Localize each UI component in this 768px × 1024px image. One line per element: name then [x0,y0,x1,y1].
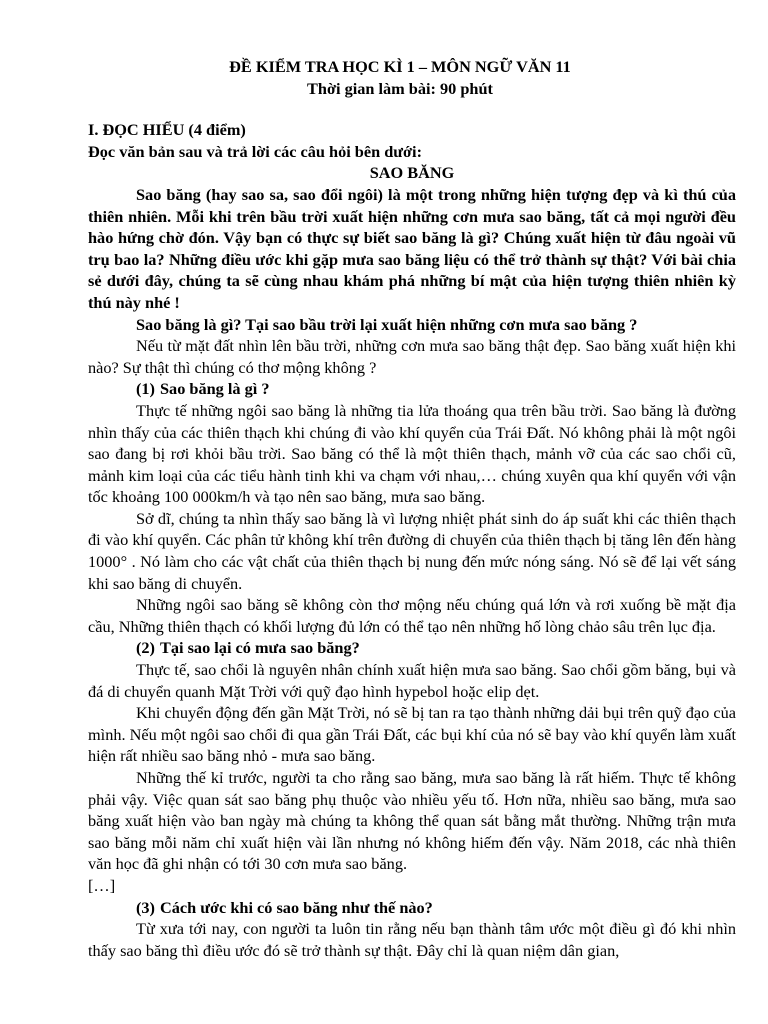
part3-paragraph: Từ xưa tới nay, con người ta luôn tin rằng nếu bạn thành tâm ước một điều gì đó khi nhìn thấy sao băng thì điều ước đó sẽ trở thành sự thật. Đây chỉ là quan niệm dân gian, [88,919,736,960]
part2-heading [88,637,736,659]
part1-paragraph: Sở dĩ, chúng ta nhìn thấy sao băng là vì lượng nhiệt phát sinh do áp suất khi các thiên thạch đi vào khí quyển. Các phân tử không khí trên đường di chuyển của thiên thạch bị tăng lên đến hàng 1000° . Nó làm cho các vật chất của thiên thạch bị nung đến mức nóng sáng. Nó sẽ để lại vết sáng khi sao băng di chuyển. [88,508,736,593]
spacer [0,99,768,119]
part2-paragraph: Khi chuyển động đến gần Mặt Trời, nó sẽ bị tan ra tạo thành những dải bụi trên quỹ đạo của mình. Nếu một ngôi sao chổi đi qua gần Trái Đất, các bụi khí của nó sẽ bay vào khí quyển làm xuất hiện rất nhiều sao băng nhỏ - mưa sao băng. [88,703,736,766]
part1-paragraph: Những ngôi sao băng sẽ không còn thơ mộng nếu chúng quá lớn và rơi xuống bề mặt địa cầu, Những thiên thạch có khối lượng đủ lớn có thể tạo nên những hố lòng chảo sâu trên lục địa. [88,595,736,636]
part1-number: (1) [136,379,155,399]
opening-paragraph: Nếu từ mặt đất nhìn lên bầu trời, những cơn mưa sao băng thật đẹp. Sao băng xuất hiện khi nào? Sự thật thì chúng có thơ mộng không ? [88,336,736,377]
text-title: SAO BĂNG [369,163,455,183]
part3-number: (3) [136,897,155,917]
part1-heading [88,378,736,400]
part2-paragraph: Những thế kỉ trước, người ta cho rằng sao băng, mưa sao băng là rất hiếm. Thực tế không phải vậy. Việc quan sát sao băng phụ thuộc vào nhiều yếu tố. Hơn nữa, nhiều sao băng, mưa sao băng xuất hiện vào ban ngày mà chúng ta không thể quan sát bằng mắt thường. Những trận mưa sao băng mỗi năm chỉ xuất hiện vài lần nhưng nó không hiếm đến vậy. Năm 2018, các nhà thiên văn học đã ghi nhận có tới 30 cơn mưa sao băng. [88,768,736,874]
part2-paragraph: Thực tế, sao chổi là nguyên nhân chính xuất hiện mưa sao băng. Sao chổi gồm băng, bụi và đá di chuyển quanh Mặt Trời với quỹ đạo hình hypebol hoặc elip dẹt. [88,660,736,701]
question-heading: Sao băng là gì? Tại sao bầu trời lại xuất hiện những cơn mưa sao băng ? [136,314,638,334]
time-limit: Thời gian làm bài: 90 phút [307,78,493,98]
part2-title: Tại sao lại có mưa sao băng? [160,638,360,658]
part2-number: (2) [136,638,155,658]
section-heading: I. ĐỌC HIỂU (4 điểm) [88,120,246,140]
intro-paragraph: Sao băng (hay sao sa, sao đổi ngôi) là một trong những hiện tượng đẹp và kì thú của thiên nhiên. Mỗi khi trên bầu trời xuất hiện những cơn mưa sao băng, tất cả mọi người đều hào hứng chờ đón. Vậy bạn có thực sự biết sao băng là gì? Chúng xuất hiện từ đâu ngoài vũ trụ bao la? Những điều ước khi gặp mưa sao băng liệu có thể trở thành sự thật? Với bài chia sẻ dưới đây, chúng ta sẽ cùng nhau khám phá những bí mật của hiện tượng thiên nhiên kỳ thú này nhé ! [88,184,736,312]
exam-title: ĐỀ KIỂM TRA HỌC KÌ 1 – MÔN NGỮ VĂN 11 [229,57,571,76]
ellipsis-marker: […] [88,875,116,895]
part3-heading [88,897,736,919]
part1-title: Sao băng là gì ? [160,379,270,399]
part1-paragraph: Thực tế những ngôi sao băng là những tia lửa thoáng qua trên bầu trời. Sao băng là đường nhìn thấy của các thiên thạch khi chúng đi vào khí quyển của Trái Đất. Nó không phải là một ngôi sao đang bị rơi khỏi bầu trời. Sao băng có thể là một thiên thạch, mảnh vỡ của các sao chổi cũ, mảnh kim loại của các tiểu hành tinh khi va chạm với nhau,… chúng xuyên qua khí quyển với vận tốc khoảng 100 000km/h và tạo nên sao băng, mưa sao băng. [88,400,736,507]
document-body [88,119,736,961]
section-instruction: Đọc văn bản sau và trả lời các câu hỏi bên dưới: [88,141,423,161]
part3-title: Cách ước khi có sao băng như thế nào? [160,897,433,917]
